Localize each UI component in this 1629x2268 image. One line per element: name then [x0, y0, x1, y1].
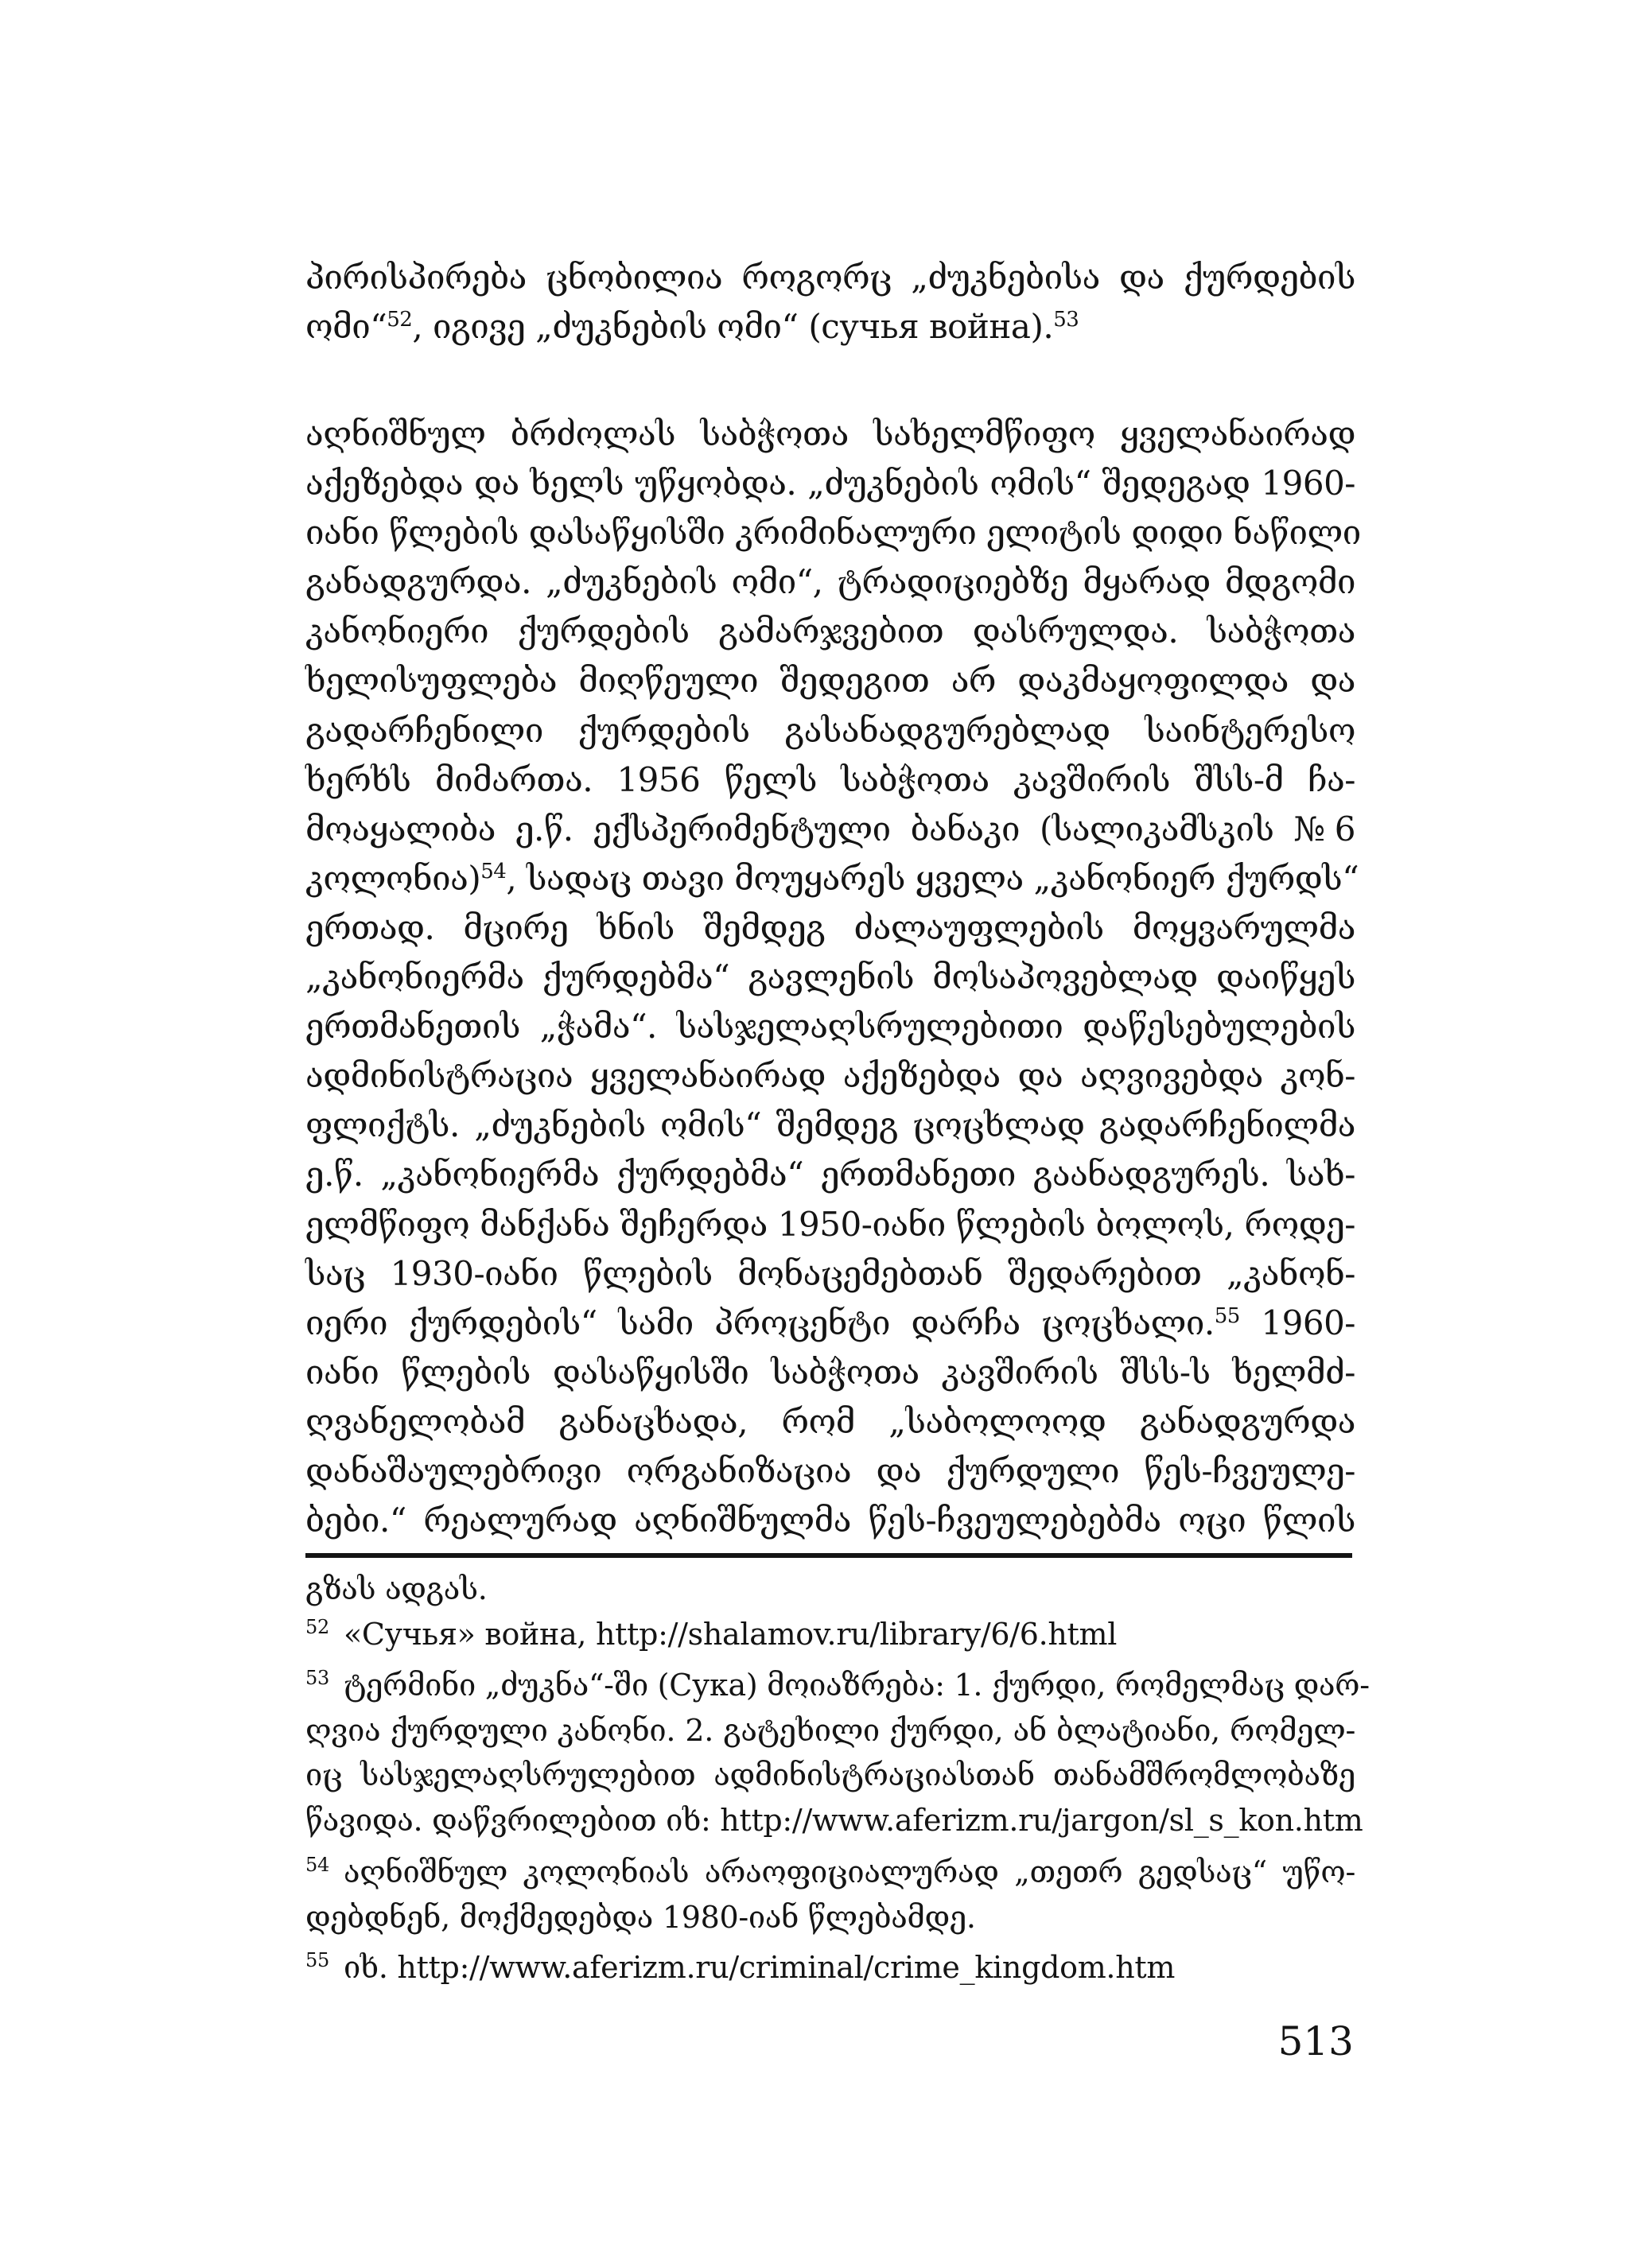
- text-line: საც 1930-იანი წლების მონაცემებთან შედარებით „კანონ-: [305, 1253, 1355, 1293]
- footnote-line: [305, 1612, 1355, 1657]
- text-line: მოაყალიბა ე.წ. ექსპერიმენტული ბანაკი (სალიკამსკის №6: [305, 809, 1355, 849]
- footnote-number: 52: [305, 1616, 329, 1638]
- text-line: დანაშაულებრივი ორგანიზაცია და ქურდული წეს-ჩვეულე-: [305, 1451, 1355, 1490]
- footnote-line: წავიდა. დაწვრილებით იხ: http://www.aferizm.ru/jargon/sl_s_kon.htm: [305, 1802, 1363, 1838]
- text-line: აქეზებდა და ხელს უწყობდა. „ძუკნების ომის“ შედეგად 1960-: [305, 464, 1355, 503]
- footnote-text: ტერმინი „ძუკნა“-ში (Сука) მოიაზრება: 1. ქურდი, რომელმაც დარ-: [343, 1668, 1370, 1703]
- text-line: გადარჩენილი ქურდების გასანადგურებლად საინტერესო: [305, 710, 1355, 750]
- text-fragment: კოლონია): [305, 858, 481, 898]
- footnote-ref: 53: [1053, 308, 1079, 332]
- footnote-line: [305, 1945, 1355, 1990]
- footnote-line: [305, 1850, 1355, 1895]
- paragraph-2: [305, 410, 1361, 1545]
- text-line: ადმინისტრაცია ყველანაირად აქეზებდა და აღვივებდა კონ-: [305, 1056, 1355, 1096]
- text-line: განადგურდა. „ძუკნების ომი“, ტრადიციებზე მყარად მდგომი: [305, 562, 1355, 602]
- text-line: [305, 854, 1359, 903]
- page-number: 513: [1277, 2018, 1354, 2064]
- text-fragment: 1960-: [1239, 1303, 1356, 1342]
- text-fragment: იერი ქურდების“ სამი პროცენტი დარჩა ცოცხალი.: [305, 1303, 1215, 1342]
- text-line: აღნიშნულ ბრძოლას საბჭოთა სახელმწიფო ყველანაირად: [305, 414, 1355, 453]
- footnote-number: 53: [305, 1667, 329, 1689]
- footnote-separator: [305, 1553, 1352, 1558]
- footnote-text: იხ. http://www.aferizm.ru/criminal/crime_kingdom.htm: [343, 1950, 1176, 1985]
- footnote-ref: 52: [387, 308, 413, 332]
- footnote-line: გზას ადგას.: [305, 1571, 488, 1606]
- text-line: ერთმანეთის „ჭამა“. სასჯელაღსრულებითი დაწესებულების: [305, 1007, 1355, 1047]
- footnote-text: აღნიშნულ კოლონიას არაოფიციალურად „თეთრ გედსაც“ უწო-: [343, 1854, 1355, 1889]
- text-line: ბები.“ რეალურად აღნიშნულმა წეს-ჩვეულებებმა ოცი წლის: [305, 1501, 1355, 1540]
- footnote-number: 54: [305, 1854, 329, 1876]
- text-fragment: , იგივე „ძუკნების ომი“ (сучья война).: [412, 307, 1054, 347]
- text-line: [305, 302, 1355, 351]
- text-line: ფლიქტს. „ძუკნების ომის“ შემდეგ ცოცხლად გადარჩენილმა: [305, 1105, 1355, 1145]
- footnote-ref: 54: [480, 859, 507, 884]
- footnote-ref: 55: [1214, 1303, 1240, 1328]
- footnote-53: [305, 1663, 1370, 1843]
- text-line: კანონიერი ქურდების გამარჯვებით დასრულდა. საბჭოთა: [305, 612, 1355, 651]
- footnote-text: «Сучья» война, http://shalamov.ru/library/6/6.html: [343, 1617, 1118, 1652]
- text-line: იანი წლების დასაწყისში კრიმინალური ელიტის დიდი ნაწილი: [305, 513, 1361, 553]
- text-line: „კანონიერმა ქურდებმა“ გავლენის მოსაპოვებლად დაიწყეს: [305, 957, 1355, 997]
- footnote-continuation: [305, 1567, 1355, 1612]
- text-line: პირისპირება ცნობილია როგორც „ძუკნებისა და ქურდების: [305, 258, 1355, 297]
- footnote-line: ღვია ქურდული კანონი. 2. გატეხილი ქურდი, ან ბლატიანი, რომელ-: [305, 1712, 1355, 1748]
- text-line: იანი წლების დასაწყისში საბჭოთა კავშირის შსს-ს ხელმძ-: [305, 1352, 1355, 1392]
- footnote-line: იც სასჯელაღსრულებით ადმინისტრაციასთან თანამშრომლობაზე: [305, 1757, 1355, 1793]
- footnote-55: [305, 1945, 1355, 1990]
- text-line: ერთად. მცირე ხნის შემდეგ ძალაუფლების მოყვარულმა: [305, 907, 1355, 947]
- footnote-number: 55: [305, 1949, 329, 1971]
- text-line: ღვანელობამ განაცხადა, რომ „საბოლოოდ განადგურდა: [305, 1401, 1355, 1441]
- footnote-52: [305, 1612, 1355, 1657]
- footnote-line: [305, 1663, 1370, 1708]
- text-line: [305, 1299, 1355, 1348]
- text-line: ხერხს მიმართა. 1956 წელს საბჭოთა კავშირის შსს-მ ჩა-: [305, 759, 1355, 799]
- paragraph-1: [305, 253, 1355, 351]
- footnote-54: [305, 1850, 1355, 1940]
- text-line: ხელისუფლება მიღწეული შედეგით არ დაკმაყოფილდა და: [305, 661, 1355, 701]
- text-fragment: ომი“: [305, 307, 387, 347]
- text-line: ელმწიფო მანქანა შეჩერდა 1950-იანი წლების ბოლოს, როდე-: [305, 1204, 1355, 1244]
- footnote-line: დებდნენ, მოქმედებდა 1980-იან წლებამდე.: [305, 1899, 976, 1935]
- text-line: ე.წ. „კანონიერმა ქურდებმა“ ერთმანეთი გაანადგურეს. სახ-: [305, 1155, 1355, 1194]
- text-fragment: , სადაც თავი მოუყარეს ყველა „კანონიერ ქურდს“: [506, 858, 1359, 898]
